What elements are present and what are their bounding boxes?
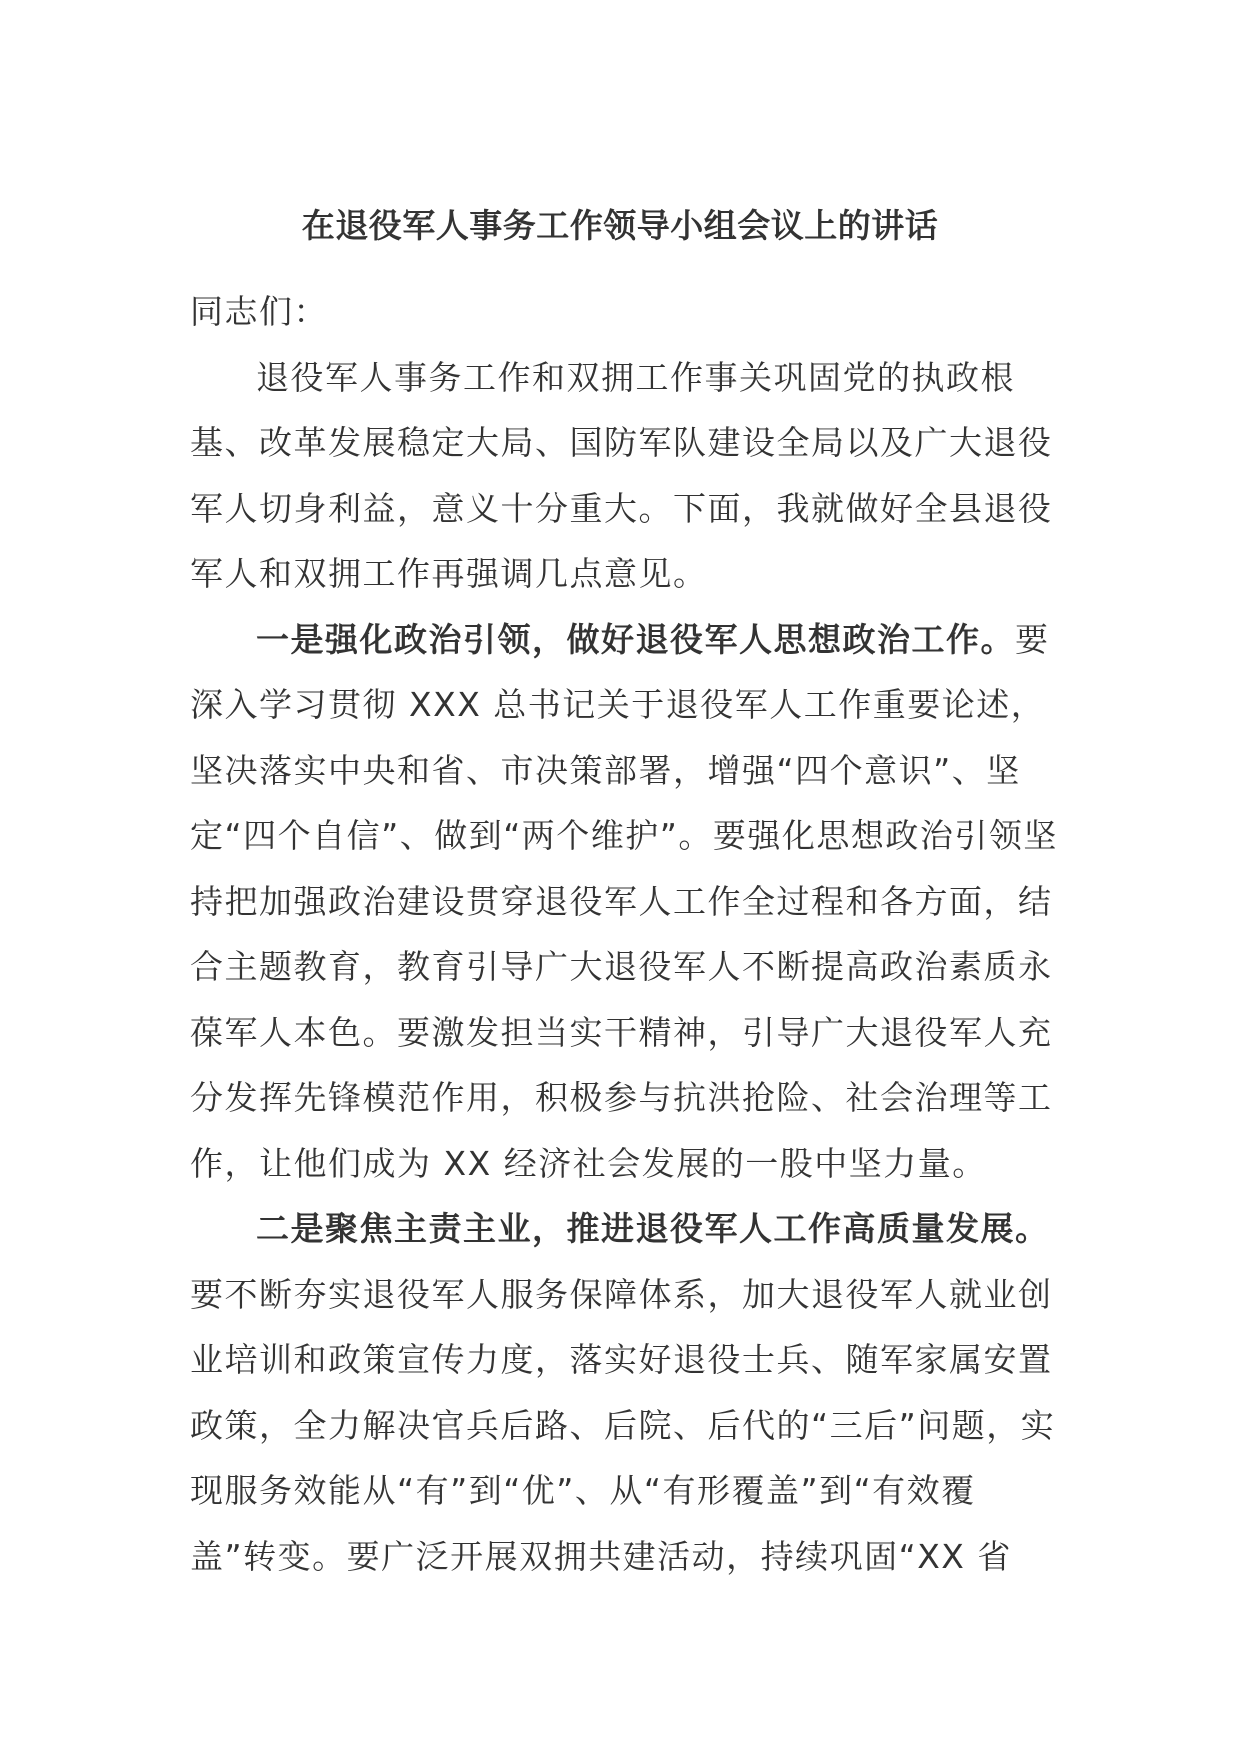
paragraph-intro bbox=[190, 345, 1058, 607]
document-body bbox=[190, 279, 1058, 1589]
paragraph-lead: 二是聚焦主责主业，推进退役军人工作高质量发展。 bbox=[256, 1209, 1050, 1248]
salutation: 同志们： bbox=[190, 292, 328, 331]
paragraph-text: 退役军人事务工作和双拥工作事关巩固党的执政根基、改革发展稳定大局、国防军队建设全局以及广大退役军人切身利益，意义十分重大。下面，我就做好全县退役军人和双拥工作再强调几点意见。 bbox=[190, 357, 1053, 593]
document-title: 在退役军人事务工作领导小组会议上的讲话 bbox=[301, 206, 939, 245]
paragraph-point-two bbox=[190, 1196, 1058, 1589]
paragraph-lead: 一是强化政治引领，做好退役军人思想政治工作。 bbox=[256, 619, 1015, 659]
paragraph-text: 要不断夯实退役军人服务保障体系，加大退役军人就业创业培训和政策宣传力度，落实好退役士兵、随军家属安置政策，全力解决官兵后路、后院、后代的“三后”问题，实现服务效能从“有”到“优”、从“有形覆盖”到“有效覆盖”转变。要广泛开展双拥共建活动，持续巩固“XX 省 bbox=[190, 1274, 1056, 1576]
paragraph-text: 要深入学习贯彻 XXX 总书记关于退役军人工作重要论述，坚决落实中央和省、市决策部署，增强“四个意识”、坚定“四个自信”、做到“两个维护”。要强化思想政治引领坚持把加强政治建设贯穿退役军人工作全过程和各方面，结合主题教育，教育引导广大退役军人不断提高政治素质永葆军人本色。要激发担当实干精神，引导广大退役军人充分发挥先锋模范作用，积极参与抗洪抢险、社会治理等工作，让他们成为 XX 经济社会发展的一股中坚力量。 bbox=[190, 619, 1058, 1183]
paragraph-point-one bbox=[190, 607, 1058, 1197]
